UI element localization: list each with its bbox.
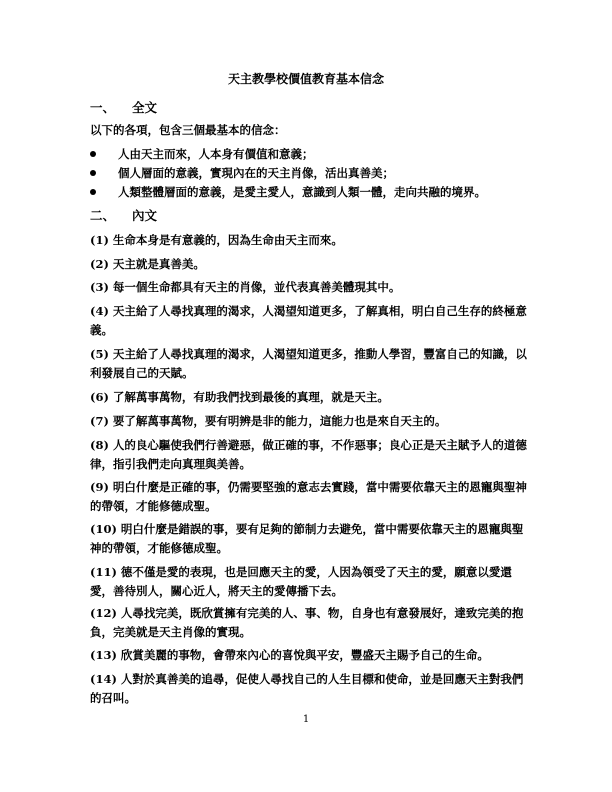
paragraph-item: (11) 德不僅是愛的表現，也是回應天主的愛，人因為領受了天主的愛，願意以愛還愛，善待別人，關心近人，將天主的愛傳播下去。 (90, 565, 512, 598)
paragraph-item: (8) 人的良心驅使我們行善避惡，做正確的事，不作惡事；良心正是天主賦予人的道德律，指引我們走向真理與美善。 (90, 438, 527, 471)
paragraph-item: (12) 人尋找完美，既欣賞擁有完美的人、事、物，自身也有意發展好，達致完美的抱負，完美就是天主肖像的實現。 (90, 606, 524, 639)
paragraph-item: (13) 欣賞美麗的事物，會帶來內心的喜悅與平安，豐盛天主賜予自己的生命。 (90, 648, 489, 662)
section-2-heading (90, 206, 157, 224)
bullet-dot-icon (90, 151, 96, 157)
section-1-number: 一、 (90, 100, 116, 115)
paragraph-item: (6) 了解萬事萬物，有助我們找到最後的真理，就是天主。 (90, 390, 389, 404)
paragraph-item: (7) 要了解萬事萬物，要有明辨是非的能力，這能力也是來自天主的。 (90, 414, 447, 428)
bullet-item: 個人層面的意義，實現內在的天主肖像，活出真善美； (90, 164, 530, 183)
bullet-dot-icon (90, 189, 96, 195)
section-1-heading (90, 98, 157, 116)
paragraph-item: (10) 明白什麼是錯誤的事，要有足夠的節制力去避免，當中需要依靠天主的恩寵與聖神的帶領，才能修德成聖。 (90, 522, 524, 555)
bullet-dot-icon (90, 170, 96, 176)
section-2-number: 二、 (90, 208, 116, 223)
paragraph-item: (5) 天主給了人尋找真理的渴求，人渴望知道更多，推動人學習，豐富自己的知識，以利發展自己的天賦。 (90, 347, 527, 380)
paragraph-item: (4) 天主給了人尋找真理的渴求，人渴望知道更多，了解真相，明白自己生存的終極意義。 (90, 304, 527, 337)
paragraph-item: (14) 人對於真善美的追尋，促使人尋找自己的人生目標和使命，並是回應天主對我們的召叫。 (90, 672, 524, 705)
section-2-title: 內文 (132, 208, 158, 223)
document-title: 天主教學校價值教育基本信念 (227, 72, 384, 86)
page-number: 1 (302, 714, 310, 725)
paragraph-item: (3) 每一個生命都具有天主的肖像，並代表真善美體現其中。 (90, 280, 401, 294)
paragraph-item: (2) 天主就是真善美。 (90, 257, 205, 271)
bullet-item: 人由天主而來，人本身有價值和意義； (90, 145, 530, 164)
paragraph-item: (9) 明白什麼是正確的事，仍需要堅強的意志去實踐，當中需要依靠天主的恩寵與聖神的帶領，才能修德成聖。 (90, 480, 527, 513)
section-1-title: 全文 (132, 100, 158, 115)
bullet-list (90, 145, 530, 202)
bullet-item: 人類整體層面的意義，是愛主愛人，意識到人類一體，走向共融的境界。 (90, 183, 530, 202)
paragraph-item: (1) 生命本身是有意義的，因為生命由天主而來。 (90, 233, 343, 247)
section-1-intro: 以下的各項，包含三個最基本的信念： (90, 123, 286, 137)
